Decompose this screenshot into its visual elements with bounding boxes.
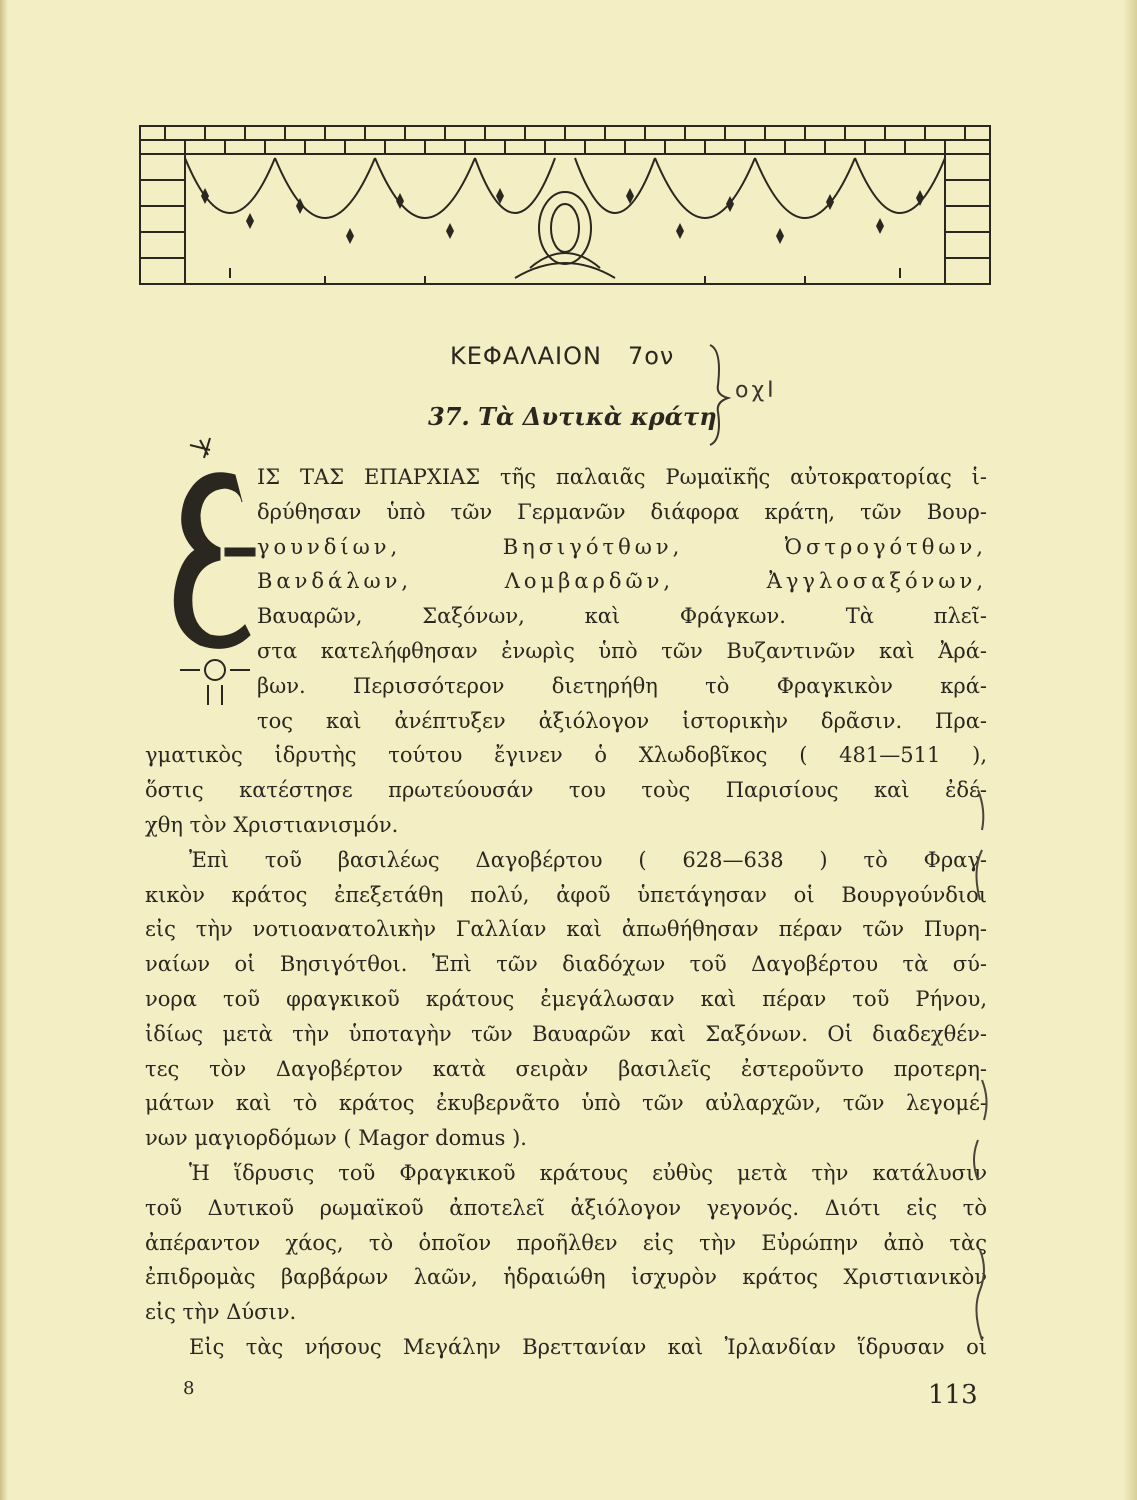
body-line: νορα τοῦ φραγκικοῦ κράτους ἐμεγάλωσαν καὶ πέραν τοῦ Ρήνου, [145,986,987,1011]
body-line: ΙΣ ΤΑΣ ΕΠΑΡΧΙΑΣ τῆς παλαιᾶς Ρωμαϊκῆς αὐτοκρατορίας ἱ- [257,465,987,489]
chapter-number: 7ον [627,342,675,370]
body-line: νων μαγιορδόμων ( Magor domus ). [145,1126,527,1151]
body-line: γουνδίων, Βησιγότθων, Ὀστρογότθων, [257,534,987,559]
chapter-label: ΚΕΦΑΛΑΙΟΝ [450,342,602,370]
body-line: μάτων καὶ τὸ κράτος ἐκυβερνᾶτο ὑπὸ τῶν αὐλαρχῶν, τῶν λεγομέ- [145,1091,987,1116]
body-line: ὅστις κατέστησε πρωτεύουσάν του τοὺς Παρισίους καὶ ἐδέ- [145,778,987,803]
body-line: χθη τὸν Χριστιανισμόν. [145,812,399,837]
body-line: ἰδίως μετὰ τὴν ὑποταγὴν τῶν Βαυαρῶν καὶ Σαξόνων. Οἱ διαδεχθέν- [145,1021,987,1046]
body-line: εἰς τὴν Δύσιν. [145,1300,297,1325]
body-line: ἀπέραντον χάος, τὸ ὁποῖον προῆλθεν εἰς τὴν Εὐρώπην ἀπὸ τὰς [145,1230,987,1255]
body-line: τες τὸν Δαγοβέρτον κατὰ σειρὰν βασιλεῖς ἐστεροῦντο προτερη- [145,1056,987,1081]
body-line: τος καὶ ἀνέπτυξεν ἀξιόλογον ἱστορικὴν δρᾶσιν. Πρα- [257,708,987,733]
body-text [145,460,987,1365]
body-line: εἰς τὴν νοτιοανατολικὴν Γαλλίαν καὶ ἀπωθήθησαν πέραν τῶν Πυρη- [145,917,987,942]
section-title: 37. Τὰ Δυτικὰ κράτη [428,402,717,431]
body-line: ναίων οἱ Βησιγότθοι. Ἐπὶ τῶν διαδόχων τοῦ Δαγοβέρτου τὰ σύ- [145,952,987,977]
handwritten-note: οχΙ [735,378,777,403]
handwritten-brace [700,340,740,450]
body-line: ἐπιδρομὰς βαρβάρων λαῶν, ἡδραιώθη ἰσχυρὸν κράτος Χριστιανικὸν [145,1265,987,1290]
body-line: Βαυαρῶν, Σαξόνων, καὶ Φράγκων. Τὰ πλεῖ- [257,604,987,629]
body-line: γματικὸς ἱδρυτὴς τούτου ἔγινεν ὁ Χλωδοβῖκος ( 481—511 ), [145,743,987,768]
body-line: Ἐπὶ τοῦ βασιλέως Δαγοβέρτου ( 628—638 ) τὸ Φραγ- [189,847,987,872]
page-number: 113 [928,1380,978,1410]
body-line: βων. Περισσότερον διετηρήθη τὸ Φραγκικὸν κρά- [257,673,987,698]
body-line: Εἰς τὰς νήσους Μεγάλην Βρεττανίαν καὶ Ἰρλανδίαν ἵδρυσαν οἱ [189,1334,987,1359]
signature-mark: 8 [183,1378,195,1399]
chapter-heading [450,342,674,370]
body-line: Βανδάλων, Λομβαρδῶν, Ἀγγλοσαξόνων, [257,569,987,594]
page-right-edge [1123,0,1137,1500]
body-line: κικὸν κράτος ἐπεξετάθη πολύ, ἀφοῦ ὑπετάγησαν οἱ Βουργούνδιοι [145,882,987,907]
body-line: τοῦ Δυτικοῦ ρωμαϊκοῦ ἀποτελεῖ ἀξιόλογον γεγονός. Διότι εἰς τὸ [145,1195,987,1220]
body-line: στα κατελήφθησαν ἐνωρὶς ὑπὸ τῶν Βυζαντινῶν καὶ Ἀρά- [257,638,987,663]
page-left-edge [0,0,8,1500]
body-line: δρύθησαν ὑπὸ τῶν Γερμανῶν διάφορα κράτη, τῶν Βουρ- [257,499,987,524]
body-line: Ἡ ἵδρυσις τοῦ Φραγκικοῦ κράτους εὐθὺς μετὰ τὴν κατάλυσιν [189,1160,987,1185]
margin-pencil-marks [960,780,1000,1380]
header-ornament [135,118,995,293]
